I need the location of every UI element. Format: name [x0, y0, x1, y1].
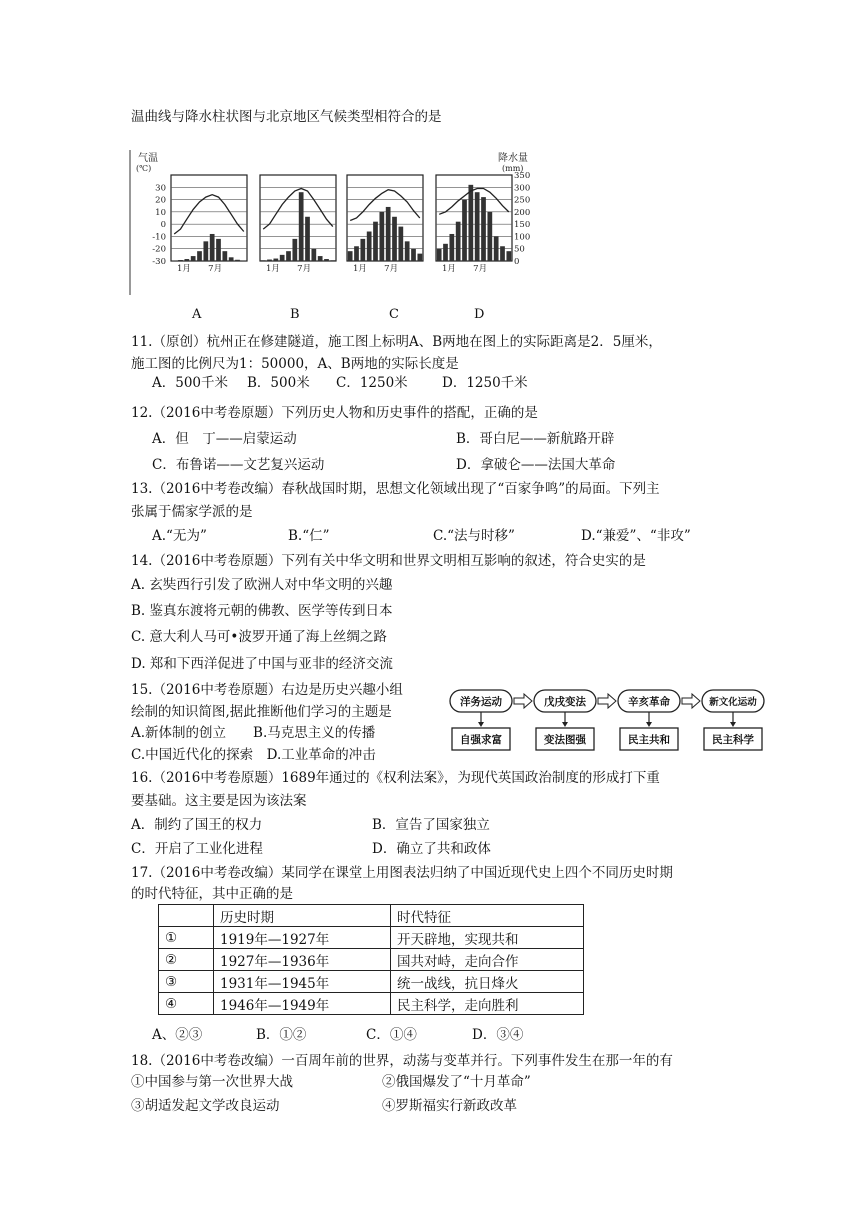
precipitation-bar [229, 257, 234, 261]
option-label-c: C [389, 307, 399, 322]
precipitation-bar [299, 192, 304, 261]
right-tick-label: 200 [514, 207, 531, 218]
flow-event-label: 洋务运动 [460, 696, 502, 708]
table-row [159, 971, 584, 993]
q16-option-a: A．制约了国王的权力 [131, 817, 263, 833]
precipitation-bar [487, 212, 492, 261]
precipitation-bar [405, 241, 410, 261]
flow-theme-label: 变法图强 [544, 734, 586, 746]
precipitation-bar [330, 260, 335, 261]
precipitation-bar [500, 246, 505, 261]
q11-stem-line1: 11.（原创）杭州正在修建隧道，施工图上标明A、B两地在图上的实际距离是2．5厘米， [131, 334, 662, 350]
precipitation-bar [184, 259, 189, 261]
table-cell: 民主科学，走向胜利 [391, 993, 584, 1015]
q16-option-c: C．开启了工业化进程 [131, 841, 263, 857]
flow-arrow-head [562, 722, 568, 727]
table-cell: 1927年—1936年 [214, 949, 391, 971]
table-row [159, 993, 584, 1015]
q17-stem-line1: 17.（2016中考卷改编）某同学在课堂上用图表法归纳了中国近现代史上四个不同历史时期 [131, 865, 673, 881]
table-cell: 开天辟地，实现共和 [391, 927, 584, 949]
precipitation-bar [191, 256, 196, 261]
q14-option-b: B. 鉴真东渡将元朝的佛教、医学等传到日本 [131, 603, 393, 619]
right-tick-label: 150 [514, 220, 531, 231]
q12-stem: 12.（2016中考卷原题）下列历史人物和历史事件的搭配，正确的是 [131, 405, 538, 421]
table-row [159, 927, 584, 949]
precipitation-bar [411, 249, 416, 261]
chart-frame [260, 175, 336, 261]
precipitation-bar [449, 234, 454, 261]
table-row [159, 949, 584, 971]
month-label-jan: 1月 [266, 264, 280, 274]
temperature-line [350, 190, 420, 221]
precipitation-bar [324, 259, 329, 261]
table-cell: ③ [159, 971, 214, 993]
month-label-jan: 1月 [177, 264, 191, 274]
q12-option-d: D．拿破仑——法国大革命 [456, 457, 616, 473]
q17-option-a: A、②③ [152, 1027, 203, 1043]
precipitation-bar [417, 254, 422, 261]
precipitation-bar [475, 192, 480, 261]
q18-stem: 18.（2016中考卷改编）一百周年前的世界，动荡与变革并行。下列事件发生在那一年的有 [131, 1053, 673, 1069]
q15-options-cd: C.中国近代化的探索 D.工业革命的冲击 [131, 747, 376, 763]
climate-charts [128, 150, 534, 295]
q17-stem-line2: 的时代特征，其中正确的是 [131, 886, 293, 902]
q12-option-c: C．布鲁诺——文艺复兴运动 [152, 457, 325, 473]
precipitation-bar [379, 212, 384, 261]
temperature-line [439, 189, 509, 215]
right-tick-label: 0 [514, 257, 520, 267]
left-axis-unit: (℃) [136, 164, 152, 173]
q15-options-ab: A.新体制的创立 B.马克思主义的传播 [131, 725, 376, 741]
q14-stem: 14.（2016中考卷原题）下列有关中华文明和世界文明相互影响的叙述，符合史实的是 [131, 553, 646, 569]
precipitation-bar [216, 239, 221, 261]
q13-stem-line2: 张属于儒家学派的是 [131, 504, 253, 520]
month-label-jan: 1月 [442, 264, 456, 274]
right-tick-label: 100 [514, 232, 531, 243]
q13-stem-line1: 13.（2016中考卷改编）春秋战国时期，思想文化领域出现了“百家争鸣”的局面。下列主 [131, 481, 660, 497]
temperature-line [174, 195, 244, 234]
right-tick-label: 300 [514, 183, 531, 194]
precipitation-bar [210, 234, 215, 261]
q13-option-a: A.“无为” [152, 528, 207, 544]
flow-arrow-head [478, 722, 484, 727]
table-cell: 1919年—1927年 [214, 927, 391, 949]
flow-right-arrow [598, 694, 616, 708]
q18-item-3: ③胡适发起文学改良运动 [131, 1098, 280, 1114]
left-axis-title: 气温 [138, 153, 158, 164]
precipitation-bar [386, 207, 391, 261]
month-label-jul: 7月 [473, 264, 488, 274]
q11-stem-line2: 施工图的比例尺为1：50000，A、B两地的实际长度是 [131, 356, 459, 372]
precipitation-bar [348, 251, 353, 261]
q10-stem: 温曲线与降水柱状图与北京地区气候类型相符合的是 [131, 109, 442, 125]
q18-item-1: ①中国参与第一次世界大战 [131, 1074, 293, 1090]
q13-option-b: B.“仁” [288, 528, 330, 544]
option-label-b: B [290, 307, 300, 322]
left-tick-label: 10 [155, 207, 166, 218]
option-label-a: A [192, 307, 202, 322]
q16-option-b: B．宣告了国家独立 [372, 817, 490, 833]
option-label-d: D [474, 307, 485, 322]
precipitation-bar [318, 256, 323, 261]
flow-theme-label: 自强求富 [460, 734, 502, 746]
q16-option-d: D．确立了共和政体 [372, 841, 491, 857]
precipitation-bar [506, 251, 511, 261]
table-cell: 1931年—1945年 [214, 971, 391, 993]
table-cell: ② [159, 949, 214, 971]
month-label-jul: 7月 [208, 264, 223, 274]
q15-flow-diagram [446, 688, 768, 754]
right-tick-label: 250 [514, 195, 531, 206]
right-tick-label: 50 [514, 244, 525, 255]
precipitation-bar [286, 251, 291, 261]
precipitation-bar [311, 249, 316, 261]
flow-right-arrow [514, 694, 532, 708]
left-tick-label: -30 [152, 257, 166, 267]
temperature-line [263, 189, 333, 230]
q13-option-c: C.“法与时移” [433, 528, 515, 544]
precipitation-bar [468, 185, 473, 261]
month-label-jul: 7月 [297, 264, 312, 274]
table-header-row [159, 905, 584, 927]
precipitation-bar [292, 239, 297, 261]
precipitation-bar [494, 236, 499, 261]
q16-stem-line1: 16.（2016中考卷原题）1689年通过的《权利法案》，为现代英国政治制度的形成打下重 [131, 770, 660, 786]
table-header-cell [159, 905, 214, 927]
precipitation-bar [373, 222, 378, 261]
precipitation-bar [392, 217, 397, 261]
table-cell: ① [159, 927, 214, 949]
precipitation-bar [280, 255, 285, 261]
table-cell: 1946年—1949年 [214, 993, 391, 1015]
precipitation-bar [481, 197, 486, 261]
table-cell: 国共对峙，走向合作 [391, 949, 584, 971]
q14-option-a: A. 玄奘西行引发了欧洲人对中华文明的兴趣 [131, 577, 393, 593]
flow-arrow-head [646, 722, 652, 727]
table-cell: ④ [159, 993, 214, 1015]
table-cell: 统一战线，抗日烽火 [391, 971, 584, 993]
q13-option-d: D.“兼爱”、“非攻” [581, 528, 691, 544]
month-label-jul: 7月 [384, 264, 399, 274]
q17-option-d: D．③④ [472, 1027, 524, 1043]
q11-option-d: D．1250千米 [442, 375, 528, 391]
climate-chart-d [436, 175, 512, 274]
precipitation-bar [267, 260, 272, 261]
precipitation-bar [398, 227, 403, 261]
precipitation-bar [456, 222, 461, 261]
climate-chart-a [171, 175, 247, 274]
precipitation-bar [273, 259, 278, 261]
q11-option-a: A．500千米 [152, 375, 229, 391]
precipitation-bar [305, 217, 310, 261]
right-axis-unit: (mm) [502, 164, 524, 173]
flow-theme-label: 民主科学 [712, 734, 754, 746]
precipitation-bar [197, 251, 202, 261]
q15-stem-line1: 15.（2016中考卷原题）右边是历史兴趣小组 [131, 682, 403, 698]
flow-event-label: 辛亥革命 [628, 696, 670, 708]
precipitation-bar [261, 260, 266, 261]
left-tick-label: 20 [155, 195, 166, 206]
left-tick-label: 0 [160, 220, 166, 231]
left-tick-label: 30 [155, 183, 166, 194]
q12-option-b: B．哥白尼——新航路开辟 [456, 431, 615, 447]
precipitation-bar [235, 260, 240, 261]
q16-stem-line2: 要基础。这主要是因为该法案 [131, 793, 307, 809]
precipitation-bar [443, 244, 448, 261]
climate-chart-b [260, 175, 336, 274]
q18-item-4: ④罗斯福实行新政改革 [382, 1098, 517, 1114]
flow-theme-label: 民主共和 [628, 734, 670, 746]
month-label-jan: 1月 [353, 264, 367, 274]
q15-stem-line2: 绘制的知识简图,据此推断他们学习的主题是 [131, 704, 392, 720]
climate-chart-c [347, 175, 423, 274]
flow-event-label: 新文化运动 [709, 697, 757, 708]
precipitation-bar [360, 239, 365, 261]
flow-arrow-head [730, 722, 736, 727]
q14-option-d: D. 郑和下西洋促进了中国与亚非的经济交流 [131, 656, 393, 672]
chart-frame [171, 175, 247, 261]
left-tick-label: -20 [152, 244, 166, 255]
precipitation-bar [178, 260, 183, 261]
flow-event-label: 戊戌变法 [544, 696, 586, 708]
q11-option-b: B．500米 [247, 375, 310, 391]
flow-right-arrow [682, 694, 700, 708]
q17-option-c: C．①④ [366, 1027, 417, 1043]
right-axis-title: 降水量 [498, 153, 528, 164]
q17-table [158, 904, 584, 1015]
table-header-cell: 时代特征 [391, 905, 584, 927]
precipitation-bar [354, 246, 359, 261]
precipitation-bar [222, 251, 227, 261]
q14-option-c: C. 意大利人马可•波罗开通了海上丝绸之路 [131, 629, 387, 645]
q18-item-2: ②俄国爆发了“十月革命” [382, 1074, 531, 1090]
precipitation-bar [462, 200, 467, 261]
precipitation-bar [203, 241, 208, 261]
q12-option-a: A．但 丁——启蒙运动 [152, 431, 297, 447]
q11-option-c: C．1250米 [336, 375, 408, 391]
precipitation-bar [367, 232, 372, 261]
right-tick-label: 350 [514, 171, 531, 181]
q17-option-b: B．①② [256, 1027, 307, 1043]
precipitation-bar [437, 249, 442, 261]
table-header-cell: 历史时期 [214, 905, 391, 927]
left-tick-label: -10 [152, 232, 166, 243]
